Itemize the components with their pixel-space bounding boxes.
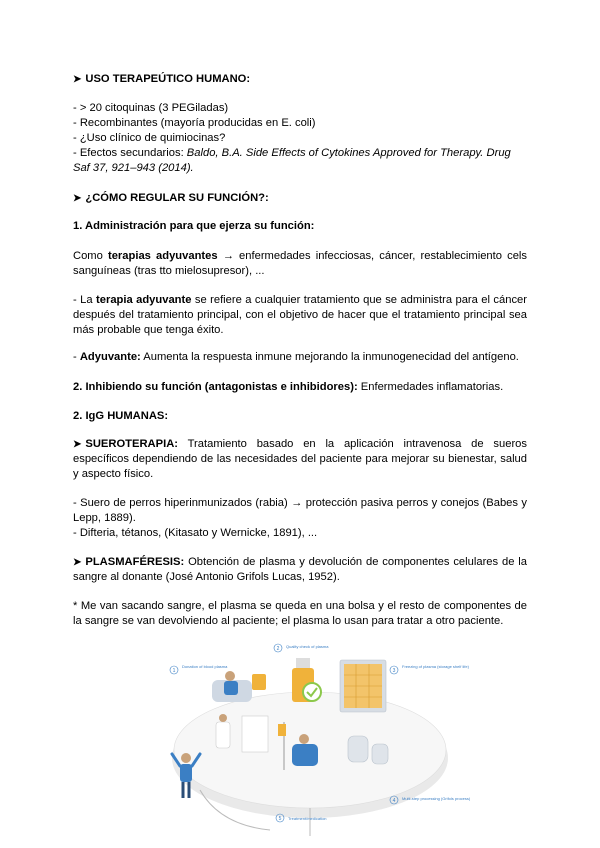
svg-text:5: 5 — [278, 816, 282, 822]
svg-text:Donation of blood plasma: Donation of blood plasma — [182, 664, 228, 669]
svg-text:Freezing of plasma (storage sh: Freezing of plasma (storage shelf life) — [402, 664, 469, 669]
arrow-bullet-icon: ➤ — [73, 439, 82, 450]
igg-humanas-heading: 2. IgG HUMANAS: — [73, 410, 169, 422]
inhibiendo-funcion-line: 2. Inhibiendo su función (antagonistas e inhibidores): Enfermedades inflamatorias. — [73, 381, 504, 393]
svg-text:1: 1 — [172, 668, 176, 674]
svg-text:Treatment/medication: Treatment/medication — [288, 816, 327, 821]
section-uso-terapeutico-heading: ➤ USO TERAPEÚTICO HUMANO: — [73, 73, 251, 85]
svg-text:3: 3 — [392, 668, 396, 674]
plasmaferesis-note: * Me van sacando sangre, el plasma se queda en una bolsa y el resto de componentes de la sangre se van devolviendo al paciente; el plasma lo usan para tratar a otro paciente. — [73, 600, 527, 627]
svg-text:4: 4 — [392, 798, 396, 804]
step-marker-3 — [390, 664, 470, 674]
terapia-adyuvante-definition: - La terapia adyuvante se refiere a cualquier tratamiento que se administra para el cáncer después del tratamiento principal, con el objetivo de hacer que el tratamiento principal sea más probable que tenga éxito. — [73, 294, 527, 336]
plasmaferesis-paragraph: ➤ PLASMAFÉRESIS: Obtención de plasma y devolución de componentes celulares de la sangre al donante (José Antonio Grifols Lucas, 1952). — [73, 556, 527, 583]
arrow-bullet-icon: ➤ — [73, 193, 82, 204]
svg-text:Multi-step processing (Grifols: Multi-step processing (Grifols process) — [402, 796, 471, 801]
section-regular-funcion-heading: ➤ ¿CÓMO REGULAR SU FUNCIÓN?: — [73, 192, 269, 204]
sueroterapia-examples — [73, 496, 527, 541]
step-marker-4 — [390, 796, 471, 804]
step-marker-2 — [274, 644, 329, 652]
plasmapheresis-illustration — [160, 640, 471, 840]
list-item: - Suero de perros hiperinmunizados (rabia) → protección pasiva perros y conejos (Babes y Lepp, 1889). — [73, 497, 527, 524]
list-item: - Recombinantes (mayoría producidas en E. coli) — [73, 117, 316, 129]
list-item: - > 20 citoquinas (3 PEGiladas) — [73, 102, 229, 114]
list-item: - ¿Uso clínico de quimiocinas? — [73, 132, 226, 144]
side-effects-reference: Baldo, B.A. Side Effects of Cytokines Approved for Therapy. Drug Saf 37, 921–943 (2014). — [73, 147, 511, 174]
terapias-adyuvantes-paragraph: Como terapias adyuvantes → enfermedades infecciosas, cáncer, restablecimiento cels sanguíneas (tras tto mielosupresor), ... — [73, 250, 528, 277]
step-marker-1 — [170, 664, 228, 674]
uso-terapeutico-list — [73, 101, 527, 176]
administracion-heading: 1. Administración para que ejerza su función: — [73, 220, 315, 232]
adyuvante-definition: - Adyuvante: Aumenta la respuesta inmune mejorando la inmunogenecidad del antígeno. — [73, 351, 519, 363]
doctor-icon — [216, 714, 268, 752]
arrow-bullet-icon: ➤ — [73, 557, 82, 568]
freezer-icon — [340, 660, 386, 712]
svg-text:Quality check of plasma: Quality check of plasma — [286, 644, 329, 649]
sueroterapia-paragraph: ➤ SUEROTERAPIA: Tratamiento basado en la aplicación intravenosa de sueros específicos dependiendo de las necesidades del paciente para mejorar su bienestar, salud y aspecto físico. — [73, 438, 527, 480]
list-item: - Difteria, tétanos, (Kitasato y Wernicke, 1891), ... — [73, 527, 318, 539]
quality-check-icon — [292, 658, 321, 702]
arrow-bullet-icon: ➤ — [73, 74, 82, 85]
svg-text:2: 2 — [276, 646, 280, 652]
side-effects-item: - Efectos secundarios: Baldo, B.A. Side Effects of Cytokines Approved for Therapy. Drug Saf 37, 921–943 (2014). — [73, 147, 511, 174]
